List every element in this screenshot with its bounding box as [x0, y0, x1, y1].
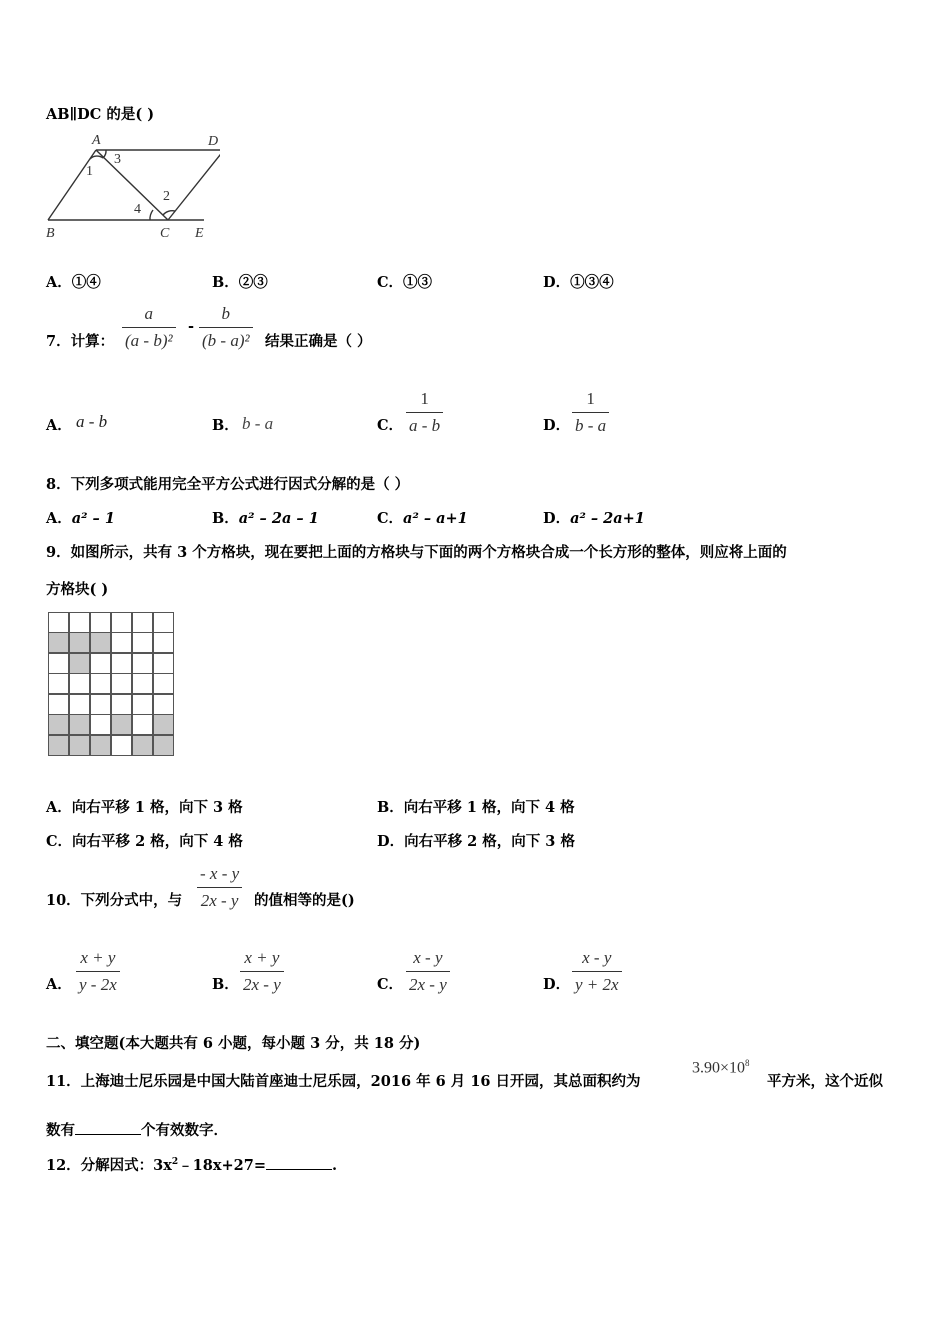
- q11-line-2: 数有 个有效数字．: [46, 1122, 228, 1139]
- q7-option-b-text: b - a: [242, 414, 274, 433]
- q11-text-2: 平方米，这个近似: [767, 1073, 883, 1090]
- q6-option-c[interactable]: C．①③: [377, 274, 433, 291]
- q6-prompt: AB∥DC 的是( ): [46, 106, 155, 123]
- q12-answer-blank[interactable]: [266, 1157, 332, 1170]
- q7-fraction-1: a (a - b)²: [122, 304, 176, 351]
- q10-option-c-fraction: x - y 2x - y: [406, 948, 450, 995]
- q6-option-b[interactable]: B．②③: [212, 274, 268, 291]
- q10-suffix: 的值相等的是(): [254, 892, 355, 909]
- q10-option-b-fraction: x + y 2x - y: [240, 948, 284, 995]
- q10-option-a-letter[interactable]: A．: [46, 976, 72, 993]
- q10-option-d-fraction: x - y y + 2x: [572, 948, 622, 995]
- q7-option-d-letter[interactable]: D．: [543, 417, 571, 434]
- q9-option-a[interactable]: A．向右平移 1 格，向下 3 格: [46, 799, 243, 816]
- q8-option-c[interactable]: C．a² – a+1: [377, 510, 468, 527]
- q7-option-a-text: a - b: [76, 412, 108, 431]
- q8-option-b[interactable]: B．a² – 2a – 1: [212, 510, 319, 527]
- label-D: D: [208, 134, 219, 149]
- q9-option-b[interactable]: B．向右平移 1 格，向下 4 格: [377, 799, 575, 816]
- q9-option-d[interactable]: D．向右平移 2 格，向下 3 格: [377, 833, 575, 850]
- label-C: C: [160, 226, 170, 241]
- label-E: E: [195, 226, 204, 241]
- q12-text: 12．分解因式：$3x^2﹣18x+27=$ .: [46, 1157, 338, 1174]
- q11-answer-blank[interactable]: [75, 1122, 141, 1135]
- q9-line-1: 9．如图所示，共有 3 个方格块，现在要把上面的方格块与下面的两个方格块合成一个长方形的整体，则应将上面的: [46, 544, 787, 561]
- section-heading: 二、填空题(本大题共有 6 小题，每小题 3 分，共 18 分): [46, 1035, 421, 1052]
- q7-fraction-2: b (b - a)²: [199, 304, 253, 351]
- q8-option-a[interactable]: A．a² – 1: [46, 510, 115, 527]
- q7-option-b-letter[interactable]: B．: [212, 417, 239, 434]
- q11-text-1: 11．上海迪士尼乐园是中国大陆首座迪士尼乐园，2016 年 6 月 16 日开园，其总面积约为: [46, 1073, 641, 1090]
- q10-fraction: - x - y 2x - y: [197, 864, 242, 911]
- angle-3: 3: [114, 152, 121, 167]
- q7-suffix: 结果正确是（ ）: [265, 333, 372, 350]
- q6-option-d[interactable]: D．①③④: [543, 274, 614, 291]
- q7-number: 7．计算：: [46, 333, 115, 350]
- label-B: B: [46, 226, 55, 241]
- angle-4: 4: [134, 202, 141, 217]
- q10-option-c-letter[interactable]: C．: [377, 976, 404, 993]
- q6-option-a[interactable]: A．①④: [46, 274, 101, 291]
- q7-option-c-letter[interactable]: C．: [377, 417, 404, 434]
- q7-option-d-fraction: 1 b - a: [572, 389, 609, 436]
- q11-value: $3.90\times 10^8$: [692, 1058, 750, 1077]
- grid-figure: [48, 612, 174, 756]
- q7-minus: -: [188, 318, 195, 335]
- q7-option-a-letter[interactable]: A．: [46, 417, 72, 434]
- angle-2: 2: [163, 189, 170, 204]
- q10-option-d-letter[interactable]: D．: [543, 976, 571, 993]
- q10-number: 10．下列分式中，与: [46, 892, 183, 909]
- angle-1: 1: [86, 164, 93, 179]
- q10-option-a-fraction: x + y y - 2x: [76, 948, 120, 995]
- q8-prompt: 8．下列多项式能用完全平方公式进行因式分解的是（ ）: [46, 476, 410, 493]
- q9-option-c[interactable]: C．向右平移 2 格，向下 4 格: [46, 833, 243, 850]
- q8-option-d[interactable]: D．a² – 2a+1: [543, 510, 645, 527]
- q9-line-2: 方格块( ): [46, 581, 109, 598]
- parallelogram-figure: [40, 128, 220, 243]
- q7-option-c-fraction: 1 a - b: [406, 389, 443, 436]
- label-A: A: [92, 133, 101, 148]
- q10-option-b-letter[interactable]: B．: [212, 976, 239, 993]
